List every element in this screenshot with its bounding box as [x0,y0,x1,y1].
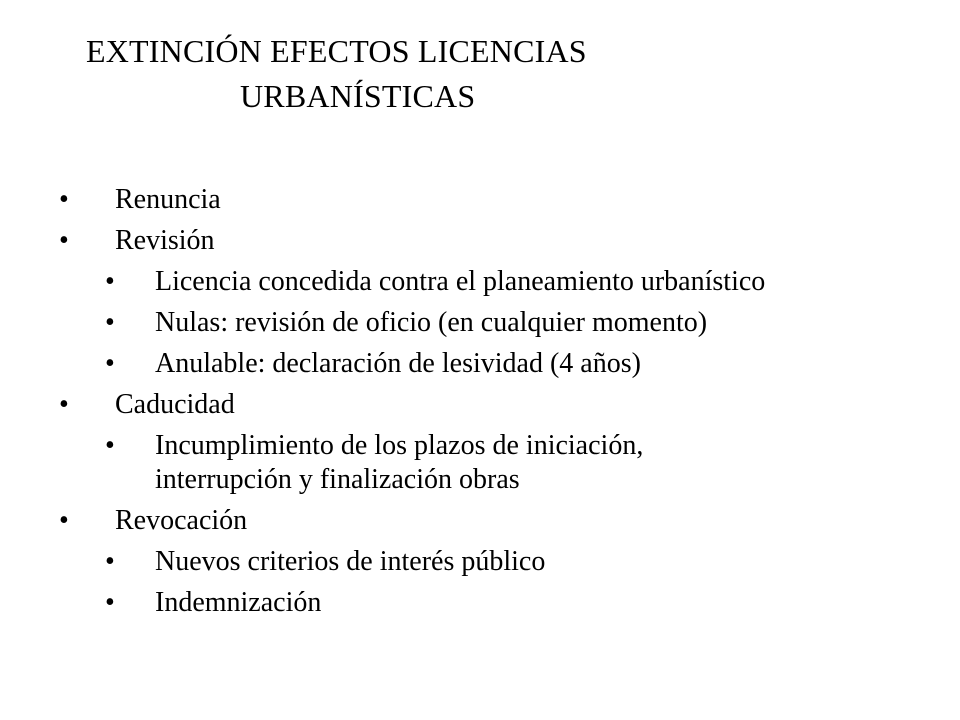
slide-title-line-1: EXTINCIÓN EFECTOS LICENCIAS [86,33,587,69]
bullet-icon: • [59,225,69,256]
bullet-icon: • [59,389,69,420]
bullet-icon: • [105,546,115,577]
bullet-icon: • [105,266,115,297]
sub-item-text: Incumplimiento de los plazos de iniciación, [155,430,644,461]
list-item-text: Renuncia [115,184,221,215]
bullet-icon: • [59,184,69,215]
list-item-text: Revisión [115,225,215,256]
bullet-icon: • [105,348,115,379]
sub-item-text: Nulas: revisión de oficio (en cualquier momento) [155,307,708,338]
bullet-icon: • [105,307,115,338]
sub-item-text: Indemnización [155,587,322,618]
sub-item-text: Nuevos criterios de interés público [155,546,546,577]
slide-title-line-2: URBANÍSTICAS [240,78,476,114]
bullet-icon: • [105,430,115,461]
sub-item-text: Licencia concedida contra el planeamiento urbanístico [155,266,766,297]
bullet-icon: • [105,587,115,618]
list-item-text: Caducidad [115,389,235,420]
sub-item-text: Anulable: declaración de lesividad (4 años) [155,348,641,379]
list-item-text: Revocación [115,505,248,536]
sub-item-continuation-text: interrupción y finalización obras [155,464,520,495]
bullet-icon: • [59,505,69,536]
